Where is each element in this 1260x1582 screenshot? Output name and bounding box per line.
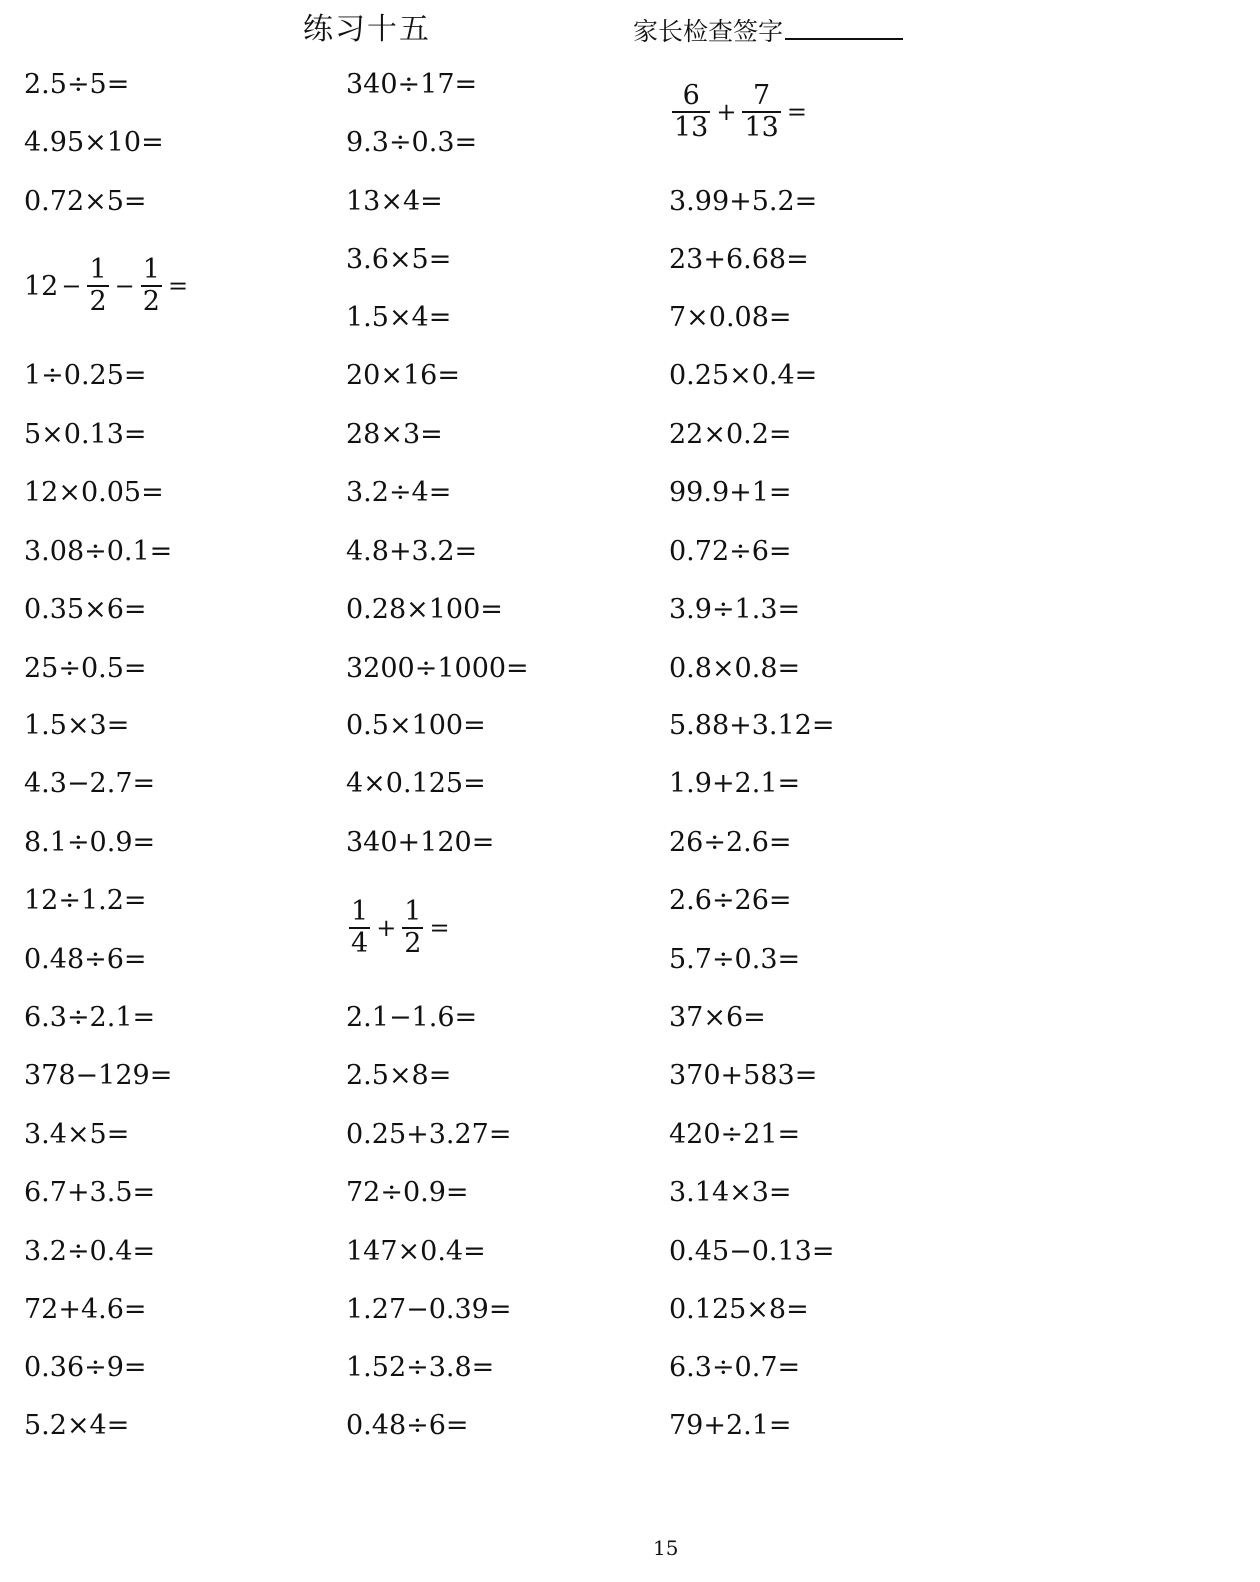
- problem-item: 79+2.1=: [669, 1410, 792, 1441]
- problem-item: 420÷21=: [669, 1119, 801, 1150]
- problem-item: 72+4.6=: [24, 1294, 147, 1325]
- problem-item: 3.99+5.2=: [669, 186, 818, 217]
- problem-item: 0.28×100=: [346, 594, 503, 625]
- operator: −: [61, 272, 82, 300]
- problem-item: 7×0.08=: [669, 302, 792, 333]
- fraction-denominator: 13: [674, 112, 709, 143]
- problem-item: 0.48÷6=: [346, 1410, 469, 1441]
- whole-number: 12: [24, 270, 59, 302]
- signature-label: 家长检查签字: [633, 17, 784, 46]
- fraction-denominator: 4: [351, 928, 369, 959]
- problem-item: 5.88+3.12=: [669, 710, 835, 741]
- problem-item: 370+583=: [669, 1060, 818, 1091]
- problem-item: 72÷0.9=: [346, 1177, 469, 1208]
- problem-item: 378−129=: [24, 1060, 173, 1091]
- operator: −: [114, 272, 135, 300]
- problem-item: 0.5×100=: [346, 710, 486, 741]
- fraction-numerator: 1: [351, 896, 369, 927]
- problem-item: 0.25+3.27=: [346, 1119, 512, 1150]
- problem-item: 6.3÷2.1=: [24, 1002, 156, 1033]
- equals-sign: =: [786, 98, 807, 126]
- problem-item: 3.14×3=: [669, 1177, 792, 1208]
- problem-item: 20×16=: [346, 360, 460, 391]
- fraction-denominator: 2: [89, 286, 107, 317]
- problem-item: 3.9÷1.3=: [669, 594, 801, 625]
- problem-item: 2.6÷26=: [669, 885, 792, 916]
- problem-item: 12×0.05=: [24, 477, 164, 508]
- problem-item: 5.2×4=: [24, 1410, 130, 1441]
- fraction-numerator: 6: [682, 80, 700, 111]
- problem-item: 1.52÷3.8=: [346, 1352, 495, 1383]
- problem-item: 8.1÷0.9=: [24, 827, 156, 858]
- problem-item: 26÷2.6=: [669, 827, 792, 858]
- problem-item: 3.6×5=: [346, 244, 452, 275]
- problem-item: 0.72÷6=: [669, 536, 792, 567]
- fraction-denominator: 2: [404, 928, 422, 959]
- problem-item: 99.9+1=: [669, 477, 792, 508]
- problem-item: 0.25×0.4=: [669, 360, 818, 391]
- equals-sign: =: [167, 272, 189, 300]
- problem-item: 1.5×3=: [24, 710, 130, 741]
- fraction-numerator: 1: [142, 254, 160, 285]
- problem-item: 340÷17=: [346, 69, 478, 100]
- problem-item: 2.5×8=: [346, 1060, 452, 1091]
- fraction-numerator: 1: [89, 254, 107, 285]
- problem-item: 1.5×4=: [346, 302, 452, 333]
- parent-signature: [633, 12, 903, 48]
- problem-item: 0.125×8=: [669, 1294, 809, 1325]
- problem-item: 3.4×5=: [24, 1119, 130, 1150]
- problem-item: 4.8+3.2=: [346, 536, 478, 567]
- problem-item: 3200÷1000=: [346, 653, 529, 684]
- fraction: [672, 81, 710, 143]
- operator: +: [716, 98, 737, 126]
- problem-item: 3.08÷0.1=: [24, 536, 173, 567]
- equals-sign: =: [429, 914, 450, 942]
- problem-item: 23+6.68=: [669, 244, 809, 275]
- problem-item: [346, 886, 453, 970]
- problem-item: 3.2÷4=: [346, 477, 452, 508]
- problem-item: 13×4=: [346, 186, 443, 217]
- problem-item: 2.5÷5=: [24, 69, 130, 100]
- problem-item: 0.8×0.8=: [669, 653, 801, 684]
- problem-item: 4.3−2.7=: [24, 768, 156, 799]
- fraction-denominator: 13: [744, 112, 779, 143]
- problem-item: 37×6=: [669, 1002, 766, 1033]
- problem-item: 0.72×5=: [24, 186, 147, 217]
- fraction-numerator: 7: [753, 80, 771, 111]
- fraction: [349, 897, 370, 959]
- fraction: [742, 81, 780, 143]
- problem-item: 0.36÷9=: [24, 1352, 147, 1383]
- problem-item: 6.7+3.5=: [24, 1177, 156, 1208]
- problem-item: 0.48÷6=: [24, 944, 147, 975]
- problem-item: 6.3÷0.7=: [669, 1352, 801, 1383]
- problem-item: 12÷1.2=: [24, 885, 147, 916]
- problem-item: 5.7÷0.3=: [669, 944, 801, 975]
- fraction-denominator: 2: [142, 286, 160, 317]
- fraction: [402, 897, 423, 959]
- problem-item: 4×0.125=: [346, 768, 486, 799]
- problem-item: 9.3÷0.3=: [346, 127, 478, 158]
- fraction: [141, 255, 162, 317]
- problem-item: 0.35×6=: [24, 594, 147, 625]
- problem-item: 1÷0.25=: [24, 360, 147, 391]
- problem-item: 2.1−1.6=: [346, 1002, 478, 1033]
- fraction: [87, 255, 108, 317]
- problem-item: 3.2÷0.4=: [24, 1236, 156, 1267]
- problem-item: 1.27−0.39=: [346, 1294, 512, 1325]
- signature-blank-line[interactable]: [785, 20, 903, 40]
- worksheet-title: 练习十五: [303, 12, 431, 47]
- problem-item: 147×0.4=: [346, 1236, 486, 1267]
- problem-item: 0.45−0.13=: [669, 1236, 835, 1267]
- problem-item: [669, 70, 810, 154]
- fraction-numerator: 1: [404, 896, 422, 927]
- page-number: 15: [653, 1536, 679, 1560]
- problem-item: 28×3=: [346, 419, 443, 450]
- problem-item: 1.9+2.1=: [669, 768, 801, 799]
- problem-item: 340+120=: [346, 827, 495, 858]
- operator: +: [376, 914, 397, 942]
- problem-item: 5×0.13=: [24, 419, 147, 450]
- problem-item: 4.95×10=: [24, 127, 164, 158]
- problem-item: 25÷0.5=: [24, 653, 147, 684]
- problem-item: 22×0.2=: [669, 419, 792, 450]
- problem-item: [24, 244, 191, 328]
